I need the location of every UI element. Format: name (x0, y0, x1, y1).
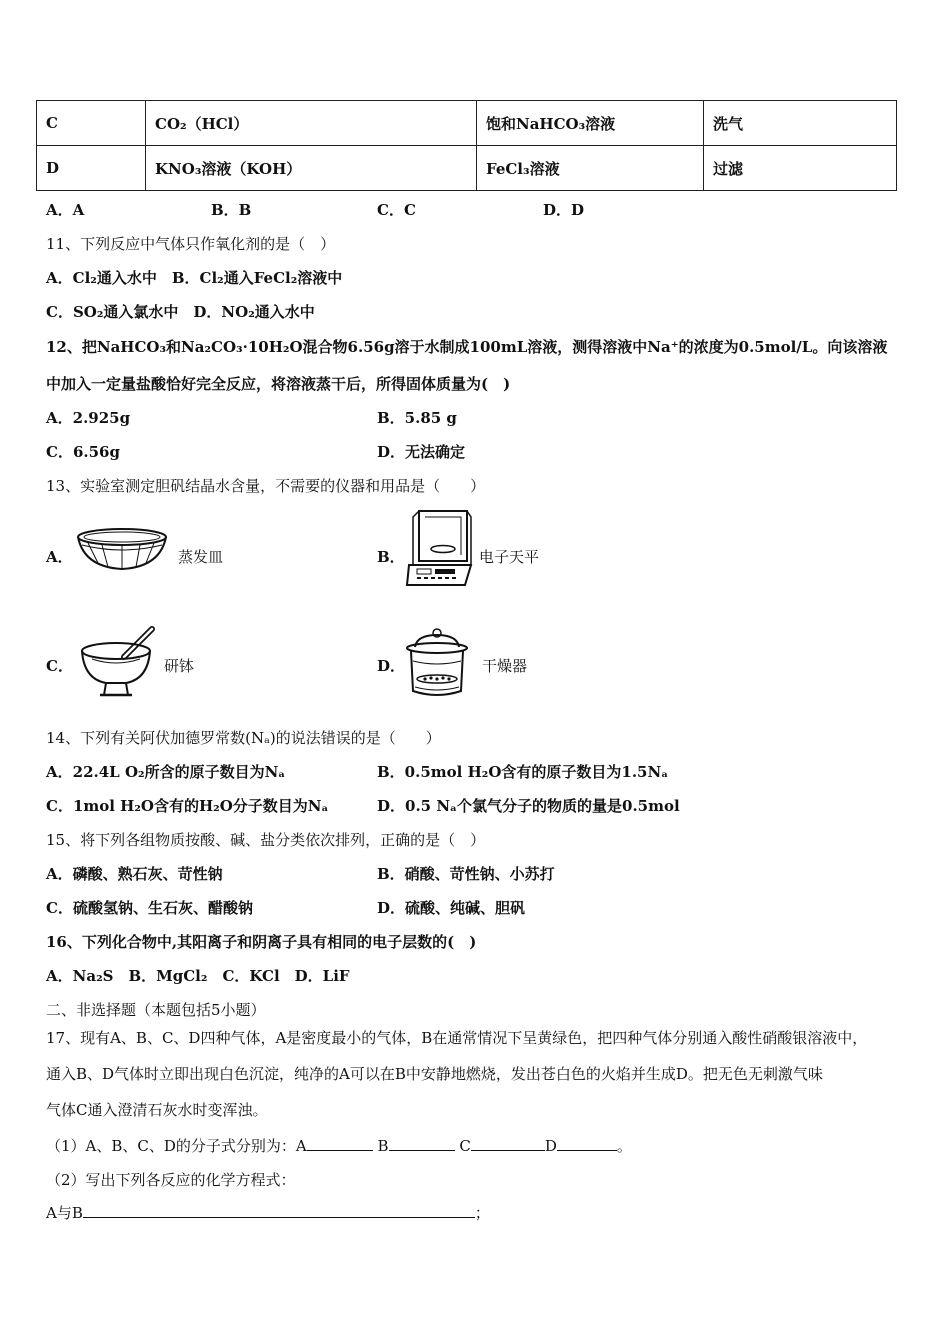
q12-stem-line2: 中加入一定量盐酸恰好完全反应，将溶液蒸干后，所得固体质量为( ) (46, 375, 511, 393)
q15-option-c[interactable]: C．硫酸氢钠、生石灰、醋酸钠 (46, 899, 253, 917)
q13-option-d-name: 干燥器 (482, 657, 528, 675)
q13-option-a-name: 蒸发皿 (178, 548, 224, 566)
q12-option-b[interactable]: B．5.85 g (377, 409, 457, 427)
q10-option-c[interactable]: C．C (377, 201, 416, 219)
q15-option-b[interactable]: B．硝酸、苛性钠、小苏打 (377, 865, 555, 883)
evaporating-dish-icon (74, 527, 170, 573)
method-cell: 洗气 (704, 101, 897, 146)
q14-option-c[interactable]: C．1mol H₂O含有的H₂O分子数目为Nₐ (46, 797, 329, 815)
equation-ab-label: A与B (46, 1204, 83, 1222)
q10-option-a[interactable]: A．A (46, 201, 85, 219)
q14-option-d[interactable]: D．0.5 Nₐ个氯气分子的物质的量是0.5mol (377, 797, 680, 815)
q12-option-a[interactable]: A．2.925g (46, 409, 131, 427)
q11-options-line1[interactable]: A．Cl₂通入水中 B．Cl₂通入FeCl₂溶液中 (46, 269, 343, 287)
q14-stem: 14、下列有关阿伏加德罗常数(Nₐ)的说法错误的是（ ） (46, 729, 441, 747)
row-label: C (37, 101, 146, 146)
equation-ab-end: ； (474, 1204, 490, 1222)
q17-sub1-prefix: （1）A、B、C、D的分子式分别为： (46, 1137, 296, 1155)
q17-text-line2: 通入B、D气体时立即出现白色沉淀，纯净的A可以在B中安静地燃烧，发出苍白色的火焰并生成D。把无色无刺激气味 (46, 1065, 823, 1083)
q10-option-b[interactable]: B．B (211, 201, 252, 219)
table-row (37, 146, 897, 191)
q17-sub1-d-label: D (544, 1137, 557, 1155)
q13-option-c-label[interactable]: C． (46, 657, 73, 675)
method-cell: 过滤 (704, 146, 897, 191)
q12-stem-line1: 12、把NaHCO₃和Na₂CO₃·10H₂O混合物6.56g溶于水制成100mL溶液，测得溶液中Na⁺的浓度为0.5mol/L。向该溶液 (46, 338, 888, 356)
q16-stem: 16、下列化合物中,其阳离子和阴离子具有相同的电子层数的( ) (46, 933, 477, 951)
section-heading: 二、非选择题（本题包括5小题） (46, 1001, 266, 1019)
mortar-pestle-icon (76, 623, 160, 701)
electronic-balance-icon (405, 507, 475, 589)
q17-sub1-a-label: A (295, 1137, 307, 1155)
substance-cell: CO₂（HCl） (146, 101, 477, 146)
q12-option-c[interactable]: C．6.56g (46, 443, 120, 461)
q14-option-a[interactable]: A．22.4L O₂所含的原子数目为Nₐ (46, 763, 286, 781)
answer-blank-d[interactable] (557, 1136, 617, 1151)
table-row (37, 101, 897, 146)
q16-options[interactable]: A．Na₂S B．MgCl₂ C．KCl D．LiF (46, 967, 350, 985)
reagent-cell: FeCl₃溶液 (477, 146, 704, 191)
q15-option-a[interactable]: A．磷酸、熟石灰、苛性钠 (46, 865, 223, 883)
q17-sub1-b-label: B (377, 1137, 389, 1155)
q14-option-b[interactable]: B．0.5mol H₂O含有的原子数目为1.5Nₐ (377, 763, 669, 781)
q13-option-b-name: 电子天平 (479, 548, 540, 566)
q13-option-c-name: 研钵 (164, 657, 195, 675)
options-table (36, 100, 897, 191)
q15-option-d[interactable]: D．硫酸、纯碱、胆矾 (377, 899, 526, 917)
reagent-cell: 饱和NaHCO₃溶液 (477, 101, 704, 146)
answer-blank-c[interactable] (471, 1136, 545, 1151)
q13-option-b-label[interactable]: B． (377, 548, 405, 566)
q12-option-d[interactable]: D．无法确定 (377, 443, 466, 461)
q17-text-line1: 17、现有A、B、C、D四种气体，A是密度最小的气体，B在通常情况下呈黄绿色，把四种气体分别通入酸性硝酸银溶液中， (46, 1029, 868, 1047)
q11-stem: 11、下列反应中气体只作氧化剂的是（ ） (46, 235, 336, 253)
answer-blank-a[interactable] (307, 1136, 373, 1151)
q17-sub1-c-label: C (459, 1137, 471, 1155)
row-label: D (37, 146, 146, 191)
q17-sub1-end: 。 (616, 1137, 632, 1155)
q17-text-line3: 气体C通入澄清石灰水时变浑浊。 (46, 1101, 268, 1119)
q13-stem: 13、实验室测定胆矾结晶水含量，不需要的仪器和用品是（ ） (46, 477, 486, 495)
q15-stem: 15、将下列各组物质按酸、碱、盐分类依次排列，正确的是（ ） (46, 831, 486, 849)
substance-cell: KNO₃溶液（KOH） (146, 146, 477, 191)
q17-equation-ab (46, 1202, 490, 1223)
q13-option-a-label[interactable]: A． (46, 548, 73, 566)
q13-option-d-label[interactable]: D． (377, 657, 406, 675)
q10-option-d[interactable]: D．D (543, 201, 585, 219)
answer-blank-ab[interactable] (83, 1203, 475, 1218)
q17-sub1 (46, 1135, 632, 1156)
answer-blank-b[interactable] (389, 1136, 455, 1151)
q11-options-line2[interactable]: C．SO₂通入氯水中 D．NO₂通入水中 (46, 303, 315, 321)
q17-sub2: （2）写出下列各反应的化学方程式： (46, 1171, 296, 1189)
desiccator-icon (403, 627, 471, 699)
